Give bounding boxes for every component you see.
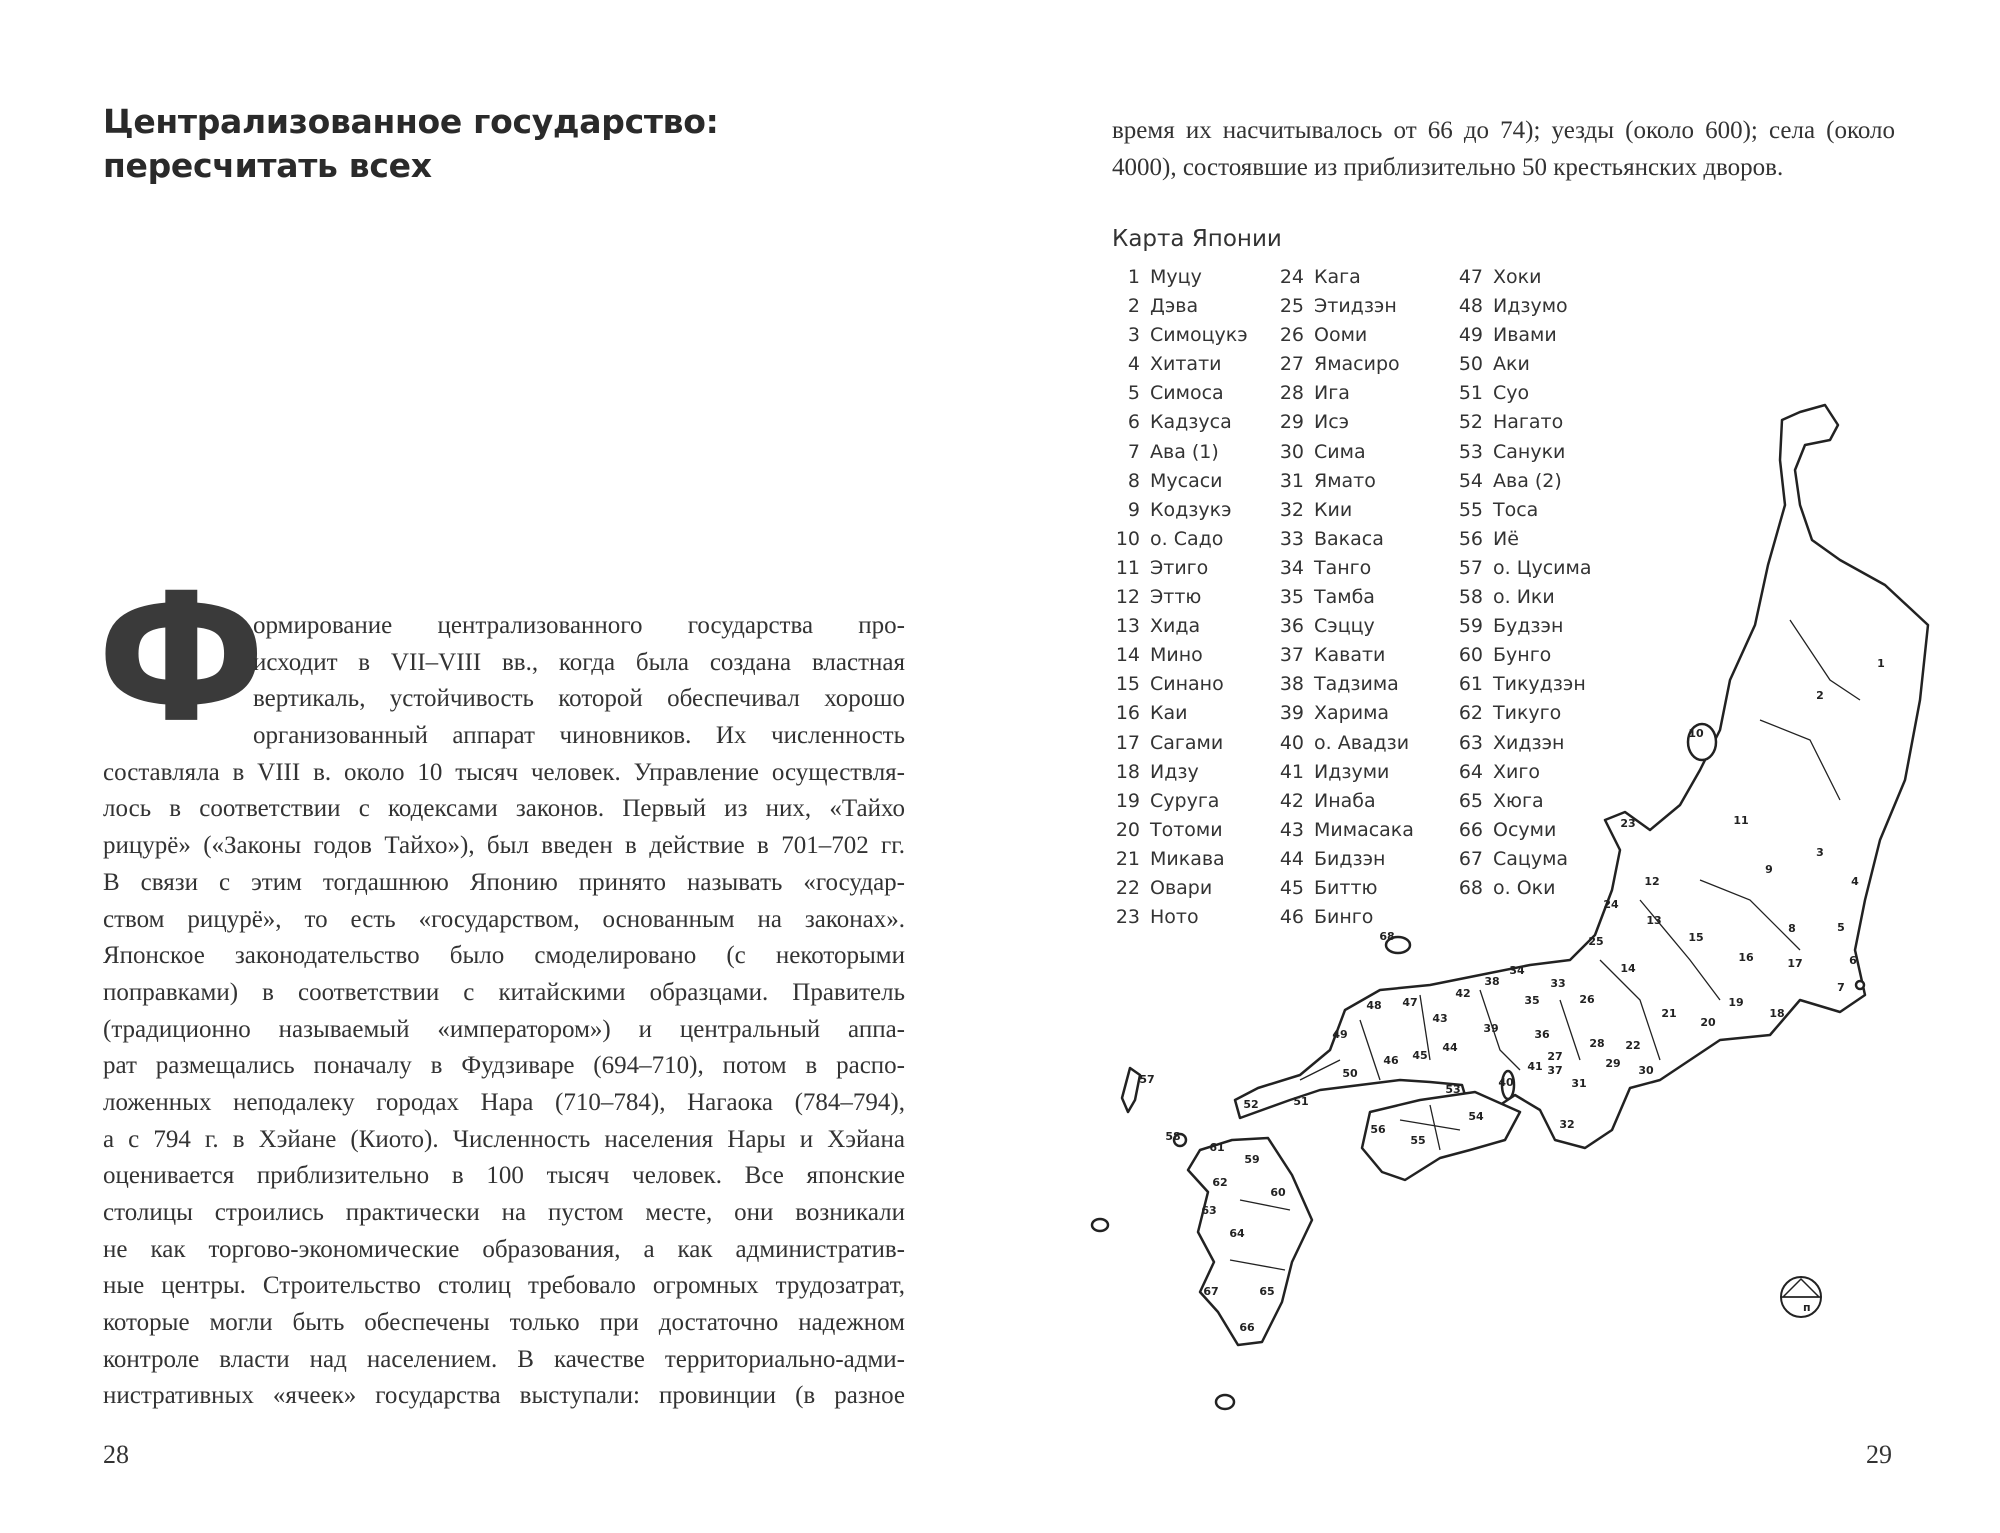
province-name: Идзуми — [1314, 760, 1390, 783]
province-number: 5 — [1127, 382, 1140, 405]
province-number: 53 — [1458, 440, 1483, 463]
map-province-label: 10 — [1688, 727, 1704, 740]
map-province-label: 36 — [1534, 1028, 1550, 1041]
province-number: 13 — [1115, 615, 1140, 638]
province-name: Сануки — [1493, 440, 1566, 463]
province-name: Суруга — [1150, 789, 1220, 812]
province-name: Аки — [1493, 353, 1530, 376]
map-province-label: 1 — [1877, 657, 1885, 670]
province-number: 25 — [1279, 295, 1304, 318]
province-name: Тоса — [1493, 498, 1539, 521]
map-province-label: 6 — [1849, 954, 1857, 967]
province-name: Харима — [1314, 702, 1390, 725]
province-name: Мимасака — [1314, 818, 1414, 841]
province-number: 32 — [1279, 498, 1304, 521]
province-name: Сагами — [1150, 731, 1224, 754]
province-name: Ямато — [1314, 469, 1376, 492]
province-name: Кии — [1314, 498, 1353, 521]
map-province-label: 44 — [1442, 1041, 1458, 1054]
map-province-label: 54 — [1468, 1110, 1484, 1123]
province-number: 47 — [1458, 266, 1483, 288]
map-province-label: 28 — [1589, 1037, 1605, 1050]
province-name: Бунго — [1493, 644, 1552, 667]
province-number: 46 — [1279, 906, 1304, 929]
map-province-label: 51 — [1293, 1095, 1309, 1108]
map-province-label: 58 — [1165, 1130, 1181, 1143]
map-province-label: 64 — [1229, 1227, 1245, 1240]
map-province-label: 45 — [1412, 1049, 1428, 1062]
province-number: 58 — [1458, 586, 1483, 609]
province-name: Эттю — [1150, 586, 1202, 609]
province-name: Кадзуса — [1150, 411, 1232, 434]
kyushu-outline — [1188, 1138, 1312, 1345]
province-number: 10 — [1115, 527, 1140, 550]
province-name: Сима — [1314, 440, 1366, 463]
province-name: Этидзэн — [1314, 295, 1397, 318]
map-province-label: 19 — [1728, 996, 1744, 1009]
map-province-label: 68 — [1379, 930, 1395, 943]
province-name: Ава (2) — [1493, 469, 1562, 492]
province-name: Хитати — [1150, 353, 1222, 376]
province-name: Тикудзэн — [1493, 673, 1586, 696]
map-province-label: 26 — [1579, 993, 1595, 1006]
province-name: Микава — [1150, 847, 1225, 870]
province-number: 27 — [1279, 353, 1304, 376]
map-province-label: 41 — [1527, 1060, 1543, 1073]
province-number: 14 — [1115, 644, 1140, 667]
province-name: Исэ — [1314, 411, 1350, 434]
province-number: 17 — [1115, 731, 1140, 754]
province-number: 2 — [1127, 295, 1140, 318]
province-name: Мусаси — [1150, 469, 1223, 492]
province-number: 16 — [1115, 702, 1140, 725]
province-number: 19 — [1115, 789, 1140, 812]
province-number: 8 — [1127, 469, 1140, 492]
body-line: поправками) в соответствии с китайскими образцами. Правитель — [103, 978, 905, 1006]
body-line: рат размещались поначалу в Фудзиваре (694–710), потом в распо- — [103, 1052, 905, 1080]
province-name: о. Авадзи — [1314, 731, 1410, 754]
map-province-label: 55 — [1410, 1134, 1426, 1147]
province-name: Хиго — [1493, 760, 1540, 783]
province-number: 65 — [1458, 789, 1483, 812]
province-number: 18 — [1115, 760, 1140, 783]
body-line: Японское законодательство было смоделировано (с некоторыми — [103, 942, 905, 970]
body-line: вертикаль, устойчивость которой обеспечивал хорошо — [253, 685, 905, 713]
map-province-label: 62 — [1212, 1176, 1228, 1189]
map-province-label: 21 — [1661, 1007, 1677, 1020]
map-province-label: 31 — [1571, 1077, 1587, 1090]
map-province-label: 11 — [1733, 814, 1749, 827]
province-number: 33 — [1279, 527, 1304, 550]
province-number: 36 — [1279, 615, 1304, 638]
province-name: Кодзукэ — [1150, 498, 1232, 521]
map-province-label: 29 — [1605, 1057, 1621, 1070]
province-number: 24 — [1279, 266, 1304, 288]
province-number: 38 — [1279, 673, 1304, 696]
province-name: Вакаса — [1314, 527, 1384, 550]
body-line: ные центры. Строительство столиц требовало огромных трудозатрат, — [103, 1272, 905, 1300]
province-number: 4 — [1127, 353, 1140, 376]
province-number: 54 — [1458, 469, 1483, 492]
province-name: Муцу — [1150, 266, 1202, 288]
province-name: Тамба — [1314, 586, 1375, 609]
map-province-label: 48 — [1366, 999, 1382, 1012]
map-province-label: 16 — [1738, 951, 1754, 964]
province-number: 55 — [1458, 498, 1483, 521]
province-number: 61 — [1458, 673, 1483, 696]
province-name: Сацума — [1493, 847, 1569, 870]
province-number: 28 — [1279, 382, 1304, 405]
map-province-label: 43 — [1432, 1012, 1448, 1025]
province-name: Каи — [1150, 702, 1188, 725]
province-number: 44 — [1279, 847, 1304, 870]
province-number: 12 — [1115, 586, 1140, 609]
province-number: 67 — [1458, 847, 1483, 870]
province-number: 56 — [1458, 527, 1483, 550]
body-line: В связи с этим тогдашнюю Японию принято называть «государ- — [103, 868, 905, 896]
body-line: ормирование централизованного государства про- — [253, 612, 905, 639]
map-province-label: 65 — [1259, 1285, 1275, 1298]
map-province-label: 30 — [1638, 1064, 1654, 1077]
province-number: 37 — [1279, 644, 1304, 667]
body-line: лось в соответствии с кодексами законов. Первый из них, «Тайхо — [103, 795, 905, 823]
map-province-label: 5 — [1837, 921, 1845, 934]
map-province-label: 24 — [1603, 898, 1619, 911]
map-province-label: 9 — [1765, 863, 1773, 876]
province-name: Ига — [1314, 382, 1350, 405]
province-name: Суо — [1493, 382, 1530, 405]
map-province-label: 42 — [1455, 987, 1471, 1000]
title-line: пересчитать всех — [103, 146, 432, 185]
province-number: 49 — [1458, 324, 1483, 347]
map-province-label: 61 — [1209, 1141, 1225, 1154]
page-number-right: 29 — [1866, 1440, 1892, 1469]
province-name: Осуми — [1493, 818, 1557, 841]
province-number: 57 — [1458, 556, 1483, 579]
map-province-label: 33 — [1550, 977, 1566, 990]
province-name: Синано — [1150, 673, 1224, 696]
province-name: Тадзима — [1314, 673, 1399, 696]
province-number: 22 — [1115, 876, 1140, 899]
province-name: Кага — [1314, 266, 1361, 288]
map-province-label: 46 — [1383, 1054, 1399, 1067]
goto-island — [1092, 1219, 1108, 1231]
province-number: 45 — [1279, 876, 1304, 899]
province-name: Иё — [1493, 527, 1519, 550]
province-number: 39 — [1279, 702, 1304, 725]
body-line: ложенных неподалеку городах Нара (710–784), Нагаока (784–794), — [103, 1088, 905, 1116]
province-name: о. Ики — [1493, 586, 1555, 609]
province-name: Биттю — [1314, 876, 1378, 899]
map-province-label: 37 — [1547, 1064, 1563, 1077]
map-province-label: 8 — [1788, 922, 1796, 935]
province-number: 68 — [1458, 876, 1483, 899]
province-name: о. Садо — [1150, 527, 1224, 550]
province-number: 15 — [1115, 673, 1140, 696]
province-number: 66 — [1458, 818, 1483, 841]
province-name: Кавати — [1314, 644, 1386, 667]
province-name: Хидзэн — [1493, 731, 1565, 754]
province-name: Сэццу — [1314, 615, 1375, 638]
province-name: Ооми — [1314, 324, 1368, 347]
body-line: а с 794 г. в Хэйане (Киото). Численность населения Нары и Хэйана — [103, 1125, 905, 1153]
body-line: нистративных «ячеек» государства выступали: провинции (в разное — [103, 1382, 905, 1410]
map-province-label: 67 — [1203, 1285, 1219, 1298]
map-province-label: 23 — [1620, 817, 1636, 830]
map-province-label: 52 — [1243, 1098, 1259, 1111]
province-number: 63 — [1458, 731, 1483, 754]
province-number: 35 — [1279, 586, 1304, 609]
province-number: 6 — [1127, 411, 1140, 434]
province-number: 40 — [1279, 731, 1304, 754]
province-number: 59 — [1458, 615, 1483, 638]
province-name: Хоки — [1493, 266, 1542, 288]
southern-island — [1216, 1395, 1234, 1409]
province-name: Симоса — [1150, 382, 1224, 405]
map-province-label: 7 — [1837, 981, 1845, 994]
province-name: Хида — [1150, 615, 1201, 638]
province-name: о. Цусима — [1493, 556, 1592, 579]
province-number: 11 — [1115, 556, 1140, 579]
province-name: Тотоми — [1150, 818, 1223, 841]
province-number: 3 — [1127, 324, 1140, 347]
shikoku-outline — [1362, 1092, 1520, 1180]
province-name: Танго — [1314, 556, 1372, 579]
map-province-label: 63 — [1201, 1204, 1217, 1217]
province-number: 31 — [1279, 469, 1304, 492]
map-province-label: 17 — [1787, 957, 1803, 970]
body-line: ством рицурё», то есть «государством, основанным на законах». — [103, 905, 905, 933]
body-line: которые могли быть обеспечены только при достаточно надежном — [103, 1309, 905, 1337]
map-province-label: 22 — [1625, 1039, 1641, 1052]
map-province-label: 56 — [1370, 1123, 1386, 1136]
text-line: время их насчитывалось от 66 до 74); уезды (около 600); села (около — [1112, 117, 1895, 144]
map-province-label: 2 — [1816, 689, 1824, 702]
map-province-label: 15 — [1688, 931, 1704, 944]
province-name: Инаба — [1314, 789, 1376, 812]
province-name: Ямасиро — [1314, 353, 1400, 376]
map-province-label: 27 — [1547, 1050, 1563, 1063]
map-province-label: 4 — [1851, 875, 1859, 888]
province-number: 64 — [1458, 760, 1483, 783]
province-name: о. Оки — [1493, 876, 1556, 899]
drop-cap: Ф — [97, 555, 266, 763]
map-province-label: 49 — [1332, 1028, 1348, 1041]
province-number: 51 — [1458, 382, 1483, 405]
page-number-left: 28 — [103, 1440, 129, 1469]
province-name: Этиго — [1150, 556, 1209, 579]
map-province-label: 3 — [1816, 846, 1824, 859]
province-number: 30 — [1279, 440, 1304, 463]
province-number: 26 — [1279, 324, 1304, 347]
province-name: Идзумо — [1493, 295, 1568, 318]
province-name: Ното — [1150, 906, 1199, 929]
province-number: 60 — [1458, 644, 1483, 667]
map-province-label: 20 — [1700, 1016, 1716, 1029]
province-number: 23 — [1115, 906, 1140, 929]
province-number: 42 — [1279, 789, 1304, 812]
province-number: 1 — [1127, 266, 1140, 288]
map-province-label: 47 — [1402, 996, 1418, 1009]
province-name: Хюга — [1493, 789, 1544, 812]
map-province-label: 66 — [1239, 1321, 1255, 1334]
compass-icon — [1781, 1277, 1821, 1317]
province-number: 34 — [1279, 556, 1304, 579]
body-line: организованный аппарат чиновников. Их численность — [253, 722, 905, 750]
map-province-label: 14 — [1620, 962, 1636, 975]
map-province-label: 18 — [1769, 1007, 1785, 1020]
tsushima-island — [1122, 1068, 1140, 1112]
province-number: 41 — [1279, 760, 1304, 783]
province-number: 9 — [1127, 498, 1140, 521]
compass-label: п — [1803, 1301, 1811, 1314]
body-line: столицы строились практически на пустом месте, они возникали — [103, 1199, 905, 1226]
map-province-label: 12 — [1644, 875, 1660, 888]
province-name: Симоцукэ — [1150, 324, 1248, 347]
province-name: Ава (1) — [1150, 440, 1219, 463]
province-name: Мино — [1150, 644, 1203, 667]
map-province-label: 57 — [1139, 1073, 1155, 1086]
body-line: контроле власти над населением. В качестве территориально-адми- — [103, 1345, 905, 1373]
map-province-label: 59 — [1244, 1153, 1260, 1166]
map-province-label: 25 — [1588, 935, 1604, 948]
province-name: Идзу — [1150, 760, 1199, 783]
peninsula-tip — [1856, 981, 1864, 989]
body-line: (традиционно называемый «императором») и центральный аппа- — [103, 1015, 905, 1043]
province-number: 7 — [1127, 440, 1140, 463]
body-line: исходит в VII–VIII вв., когда была создана властная — [253, 648, 905, 676]
province-number: 20 — [1115, 818, 1140, 841]
province-number: 62 — [1458, 702, 1483, 725]
map-province-label: 38 — [1484, 975, 1500, 988]
province-number: 21 — [1115, 847, 1140, 870]
map-province-label: 40 — [1498, 1076, 1514, 1089]
title-line: Централизованное государство: — [103, 102, 719, 141]
body-line: составляла в VIII в. около 10 тысяч человек. Управление осуществля- — [103, 758, 905, 786]
province-name: Бидзэн — [1314, 847, 1386, 870]
map-province-label: 39 — [1483, 1022, 1499, 1035]
map-province-label: 60 — [1270, 1186, 1286, 1199]
province-name: Дэва — [1150, 295, 1199, 318]
body-line: рицурё» («Законы годов Тайхо»), был введен в действие в 701–702 гг. — [103, 832, 905, 860]
province-number: 29 — [1279, 411, 1304, 434]
map-province-label: 13 — [1646, 914, 1662, 927]
province-name: Будзэн — [1493, 615, 1564, 638]
province-name: Овари — [1150, 876, 1213, 899]
province-number: 48 — [1458, 295, 1483, 318]
province-name: Тикуго — [1493, 702, 1562, 725]
body-line: не как торгово-экономические образования, а как административ- — [103, 1235, 905, 1263]
province-name: Бинго — [1314, 906, 1374, 929]
text-line: 4000), состоявшие из приблизительно 50 крестьянских дворов. — [1112, 154, 1784, 181]
map-province-label: 35 — [1524, 994, 1540, 1007]
body-line: оценивается приблизительно в 100 тысяч человек. Все японские — [103, 1162, 905, 1190]
province-name: Ивами — [1493, 324, 1557, 347]
map-province-label: 34 — [1509, 964, 1525, 977]
province-number: 52 — [1458, 411, 1483, 434]
province-number: 50 — [1458, 353, 1483, 376]
map-province-label: 50 — [1342, 1067, 1358, 1080]
map-province-label: 32 — [1559, 1118, 1575, 1131]
province-name: Нагато — [1493, 411, 1564, 434]
map-province-label: 53 — [1445, 1083, 1461, 1096]
map-title: Карта Японии — [1112, 226, 1282, 252]
province-number: 43 — [1279, 818, 1304, 841]
